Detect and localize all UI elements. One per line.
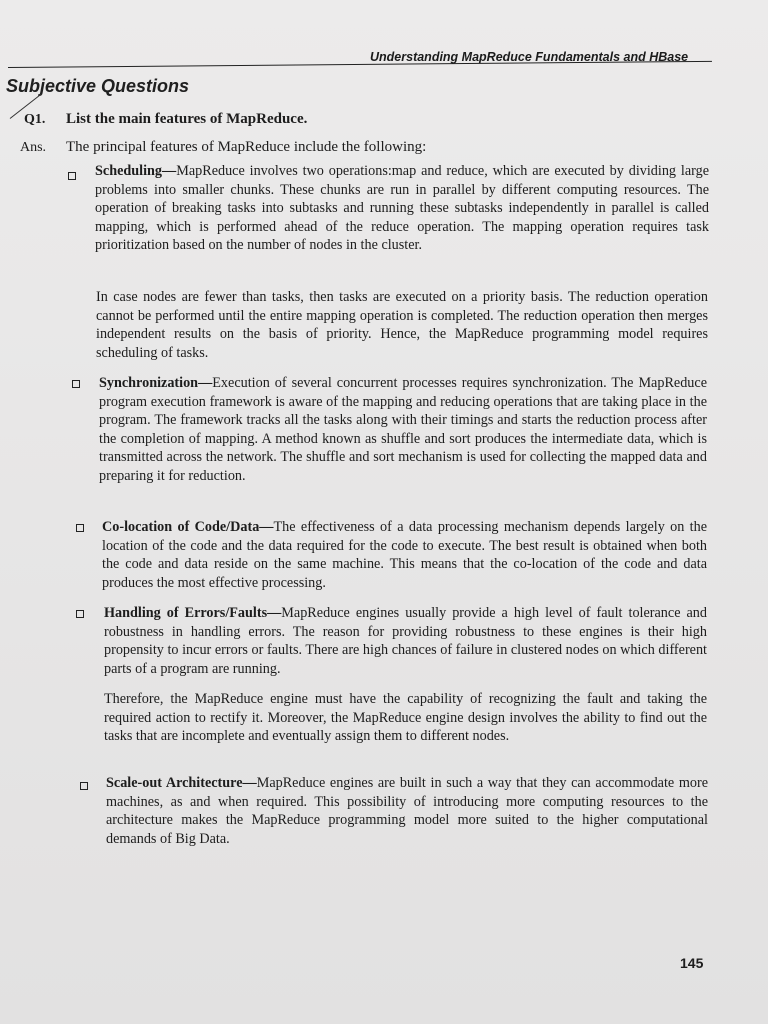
feature-scheduling (95, 162, 709, 255)
feature-title: Co-location of Code/Data (102, 519, 260, 535)
feature-scheduling-continued (96, 288, 708, 362)
feature-paragraph: Execution of several concurrent processes requires synchronization. The MapReduce program execution framework is aware of the mapping and reducing operations that are taking place in the program. The framework tracks all the tasks along with their timings and starts the reduction process after the completion of mapping. A method known as shuffle and sort produces the intermediate data, which is transmitted across the network. The shuffle and sort mechanism is used for collecting the mapped data and preparing it for reduction. (99, 375, 707, 484)
feature-paragraph: Therefore, the MapReduce engine must have the capability of recognizing the fault and taking the required action to rectify it. Moreover, the MapReduce engine design involves the ability to find out the tasks that are incomplete and eventually assign them to different nodes. (104, 691, 707, 745)
feature-dash: — (198, 375, 213, 391)
feature-error-handling (104, 604, 707, 678)
header-rule (8, 61, 712, 68)
feature-error-handling-continued (104, 690, 707, 746)
feature-scale-out (106, 774, 708, 848)
feature-dash: — (242, 775, 257, 791)
feature-title: Scheduling (95, 163, 163, 179)
feature-dash: — (267, 605, 282, 621)
question-text: List the main features of MapReduce. (66, 111, 308, 127)
feature-paragraph: MapReduce involves two operations:map and reduce, which are executed by dividing large problems into smaller chunks. These chunks are run in parallel by different computing resources. The operation of breaking tasks into subtasks and running these subtasks independently in parallel is called mapping, which is performed ahead of the reduce operation. The mapping operation requires task prioritization based on the number of nodes in the cluster. (95, 163, 709, 254)
feature-paragraph: MapReduce engines are built in such a way that they can accommodate more machines, as and when required. This possibility of introducing more computing resources to the architecture makes the MapReduce programming model more suited to the higher computational demands of Big Data. (106, 775, 709, 847)
feature-dash: — (259, 519, 274, 535)
feature-co-location (102, 518, 707, 592)
bullet-square-icon (80, 782, 88, 790)
running-head: Understanding MapReduce Fundamentals and HBase (370, 50, 689, 64)
feature-title: Scale-out Architecture (106, 775, 243, 791)
feature-paragraph: MapReduce engines usually provide a high level of fault tolerance and robustness in handling errors. The reason for providing robustness to these engines is their high propensity to incur errors or faults. There are high chances of failure in clustered nodes on which different parts of a program are running. (104, 605, 707, 677)
feature-title: Handling of Errors/Faults (104, 605, 268, 621)
feature-title: Synchronization (99, 375, 199, 391)
feature-synchronization (99, 374, 707, 486)
section-title: Subjective Questions (6, 76, 190, 96)
bullet-square-icon (68, 172, 76, 180)
question-label: Q1. (24, 112, 46, 127)
bullet-square-icon (76, 610, 84, 618)
feature-paragraph: The effectiveness of a data processing mechanism depends largely on the location of the code and the data required for the code to execute. The best result is obtained when both the code and data reside on the same machine. This means that the co-location of the code and data produces the most effective processing. (102, 519, 708, 591)
feature-paragraph: In case nodes are fewer than tasks, then tasks are executed on a priority basis. The reduction operation cannot be performed until the entire mapping operation is completed. The reduction operation then merges independent results on the basis of priority. Hence, the MapReduce programming model requires scheduling of tasks. (96, 289, 708, 361)
answer-intro: The principal features of MapReduce include the following: (66, 139, 427, 155)
feature-dash: — (162, 163, 177, 179)
bullet-square-icon (72, 380, 80, 388)
bullet-square-icon (76, 524, 84, 532)
answer-label: Ans. (20, 140, 47, 155)
page-number: 145 (680, 955, 704, 971)
